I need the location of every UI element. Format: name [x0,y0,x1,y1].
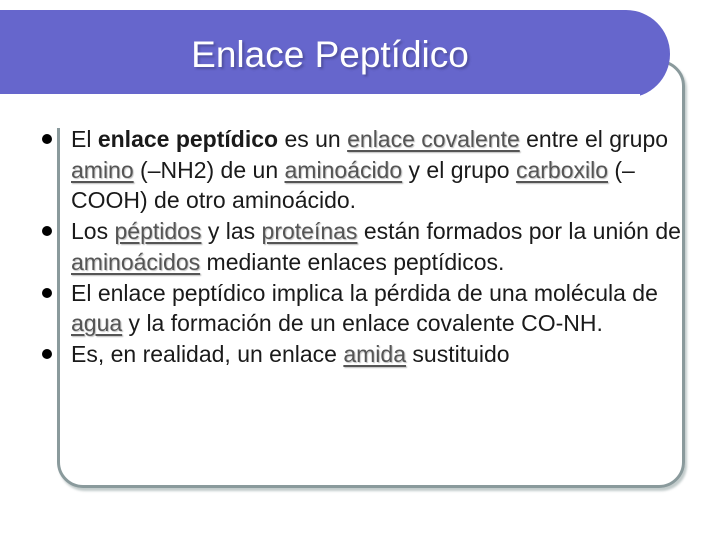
text: y las [201,218,262,245]
bullet-item [40,124,690,216]
bullet-icon [42,349,52,359]
link-aminoacidos[interactable]: aminoácidos [71,248,201,275]
link-agua[interactable]: agua [71,310,123,337]
bold-term: enlace peptídico [97,126,279,152]
slide-title: Enlace Peptídico [191,34,469,75]
bullet-item [40,278,690,339]
link-proteinas[interactable]: proteínas [261,218,358,245]
link-amino[interactable]: amino [71,156,134,183]
text: están formados por la unión de [357,218,681,245]
text: entre el grupo [519,126,669,152]
text: y la formación de un enlace covalente CO-NH. [122,310,603,337]
text: Los [71,218,115,245]
link-carboxilo[interactable]: carboxilo [515,156,608,183]
bullet-icon [42,226,52,236]
text: (–NH2) de un [133,156,285,183]
bullet-item [40,339,690,370]
text: es un [278,126,348,152]
bullet-list [40,124,690,370]
bullet-item [40,216,690,277]
text: sustituido [406,340,510,367]
bullet-icon [42,134,52,144]
link-enlace-covalente[interactable]: enlace covalente [347,126,520,152]
text: Es, en realidad, un enlace [71,340,344,367]
text: El [71,126,98,152]
bullet-icon [42,288,52,298]
text: (–COOH) de otro aminoácido. [71,156,635,214]
link-peptidos[interactable]: péptidos [114,218,202,245]
link-aminoacido[interactable]: aminoácido [284,156,403,183]
title-underline [0,94,640,98]
text: El enlace peptídico implica la pérdida de una molécula de [71,279,658,306]
text: mediante enlaces peptídicos. [200,248,505,275]
link-amida[interactable]: amida [343,340,407,367]
text: y el grupo [402,156,516,183]
